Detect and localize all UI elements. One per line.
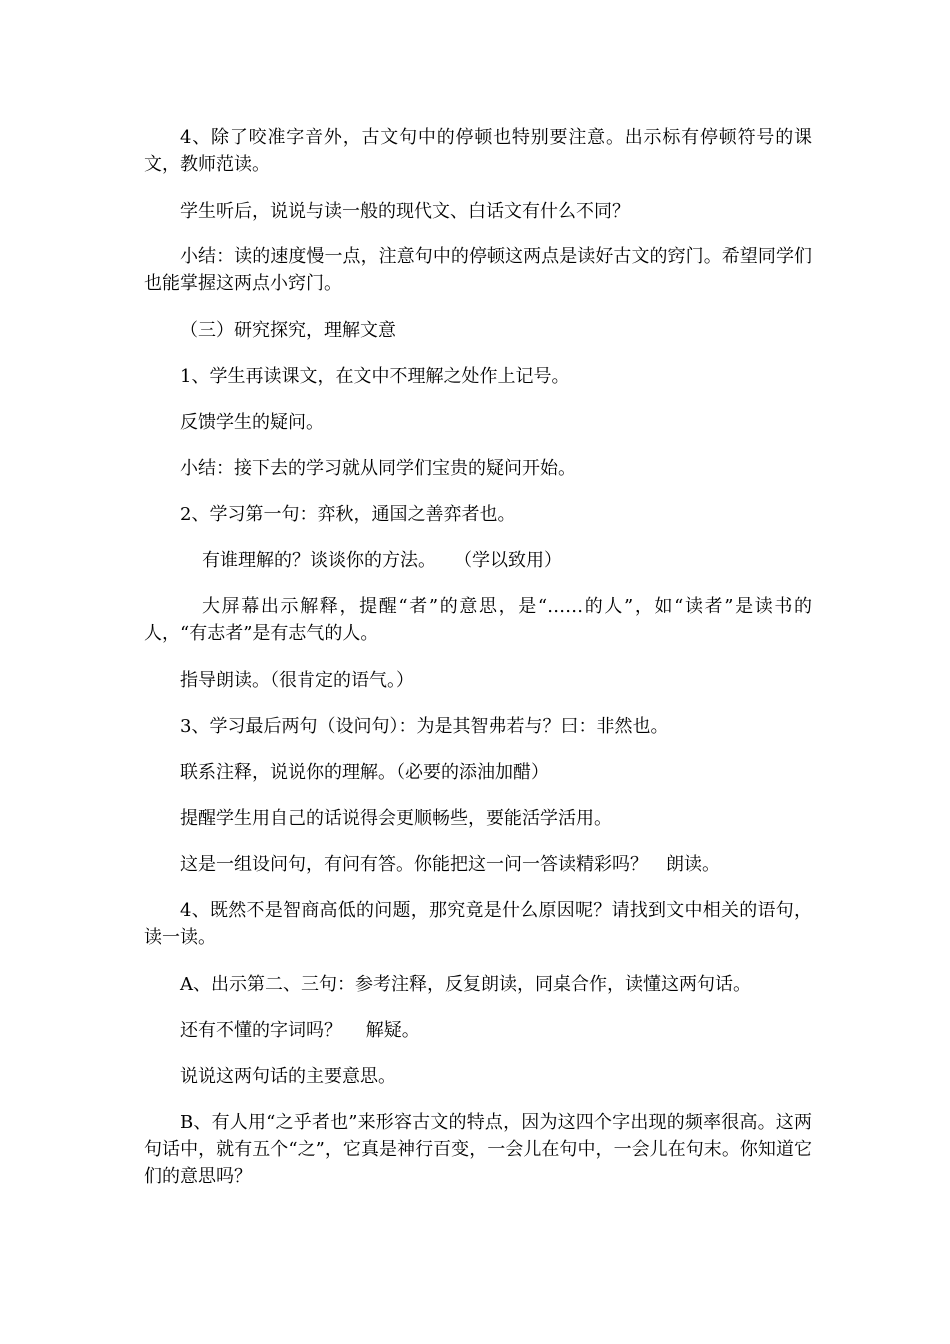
- paragraph-15: 这是一组设问句，有问有答。你能把这一问一答读精彩吗？ 朗读。: [180, 854, 720, 875]
- paragraph-9: 有谁理解的？谈谈你的方法。 （学以致用）: [202, 550, 562, 571]
- paragraph-2: 学生听后，说说与读一般的现代文、白话文有什么不同？: [180, 201, 630, 222]
- paragraph-12: 3、学习最后两句（设问句）：为是其智弗若与？曰：非然也。: [180, 716, 669, 737]
- paragraph-10: 大屏幕出示解释，提醒“者”的意思，是“……的人”，如“读者”是读书的人，“有志者”是有志气的人。: [144, 596, 812, 644]
- paragraph-8: 2、学习第一句：弈秋，通国之善弈者也。: [180, 504, 516, 525]
- paragraph-14: 提醒学生用自己的话说得会更顺畅些，要能活学活用。: [180, 808, 612, 829]
- paragraph-11: 指导朗读。（很肯定的语气。）: [180, 670, 414, 691]
- paragraph-20: B、有人用“之乎者也”来形容古文的特点，因为这四个字出现的频率很高。这两句话中，就有五个“之”，它真是神行百变，一会儿在句中，一会儿在句末。你知道它们的意思吗？: [144, 1112, 812, 1187]
- paragraph-16: 4、既然不是智商高低的问题，那究竟是什么原因呢？请找到文中相关的语句，读一读。: [144, 900, 812, 948]
- paragraph-17: A、出示第二、三句：参考注释，反复朗读，同桌合作，读懂这两句话。: [180, 974, 751, 995]
- paragraph-3: 小结：读的速度慢一点，注意句中的停顿这两点是读好古文的窍门。希望同学们也能掌握这两点小窍门。: [144, 246, 812, 294]
- paragraph-19: 说说这两句话的主要意思。: [180, 1066, 396, 1087]
- paragraph-6: 反馈学生的疑问。: [180, 412, 324, 433]
- paragraph-7: 小结：接下去的学习就从同学们宝贵的疑问开始。: [180, 458, 576, 479]
- paragraph-18: 还有不懂的字词吗？ 解疑。: [180, 1020, 420, 1041]
- paragraph-1: 4、除了咬准字音外，古文句中的停顿也特别要注意。出示标有停顿符号的课文，教师范读。: [144, 127, 812, 175]
- paragraph-5: 1、学生再读课文，在文中不理解之处作上记号。: [180, 366, 570, 387]
- section-heading: （三）研究探究，理解文意: [180, 320, 396, 341]
- paragraph-13: 联系注释，说说你的理解。（必要的添油加醋）: [180, 762, 549, 783]
